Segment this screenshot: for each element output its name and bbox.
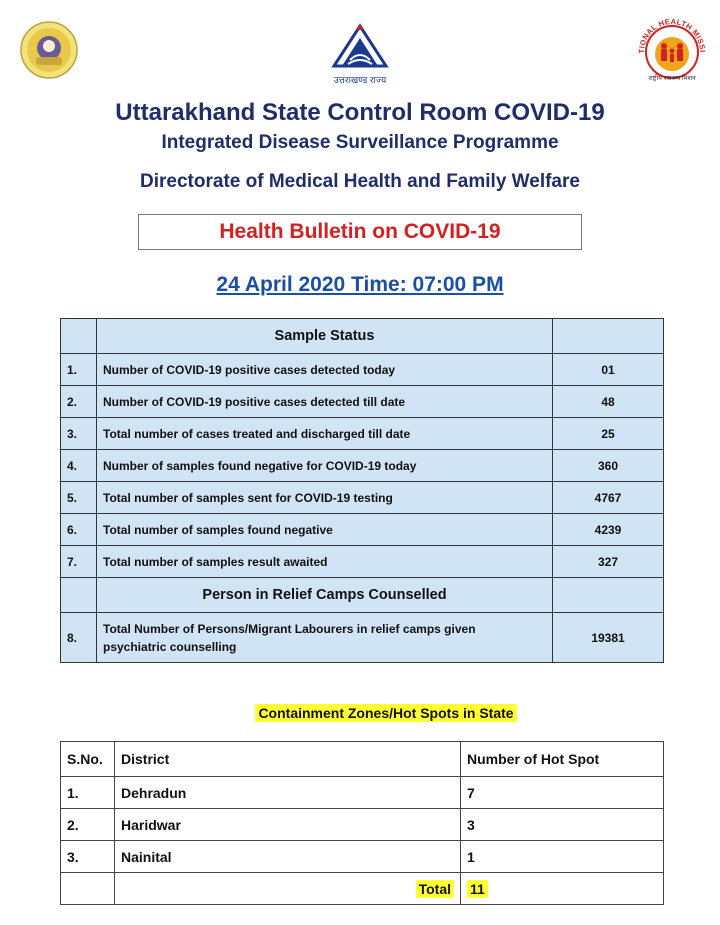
row-value: 327 xyxy=(553,546,664,578)
row-label: Number of COVID-19 positive cases detected today xyxy=(97,354,553,386)
row-number: 3. xyxy=(61,418,97,450)
hotspots-table xyxy=(60,741,664,905)
row-label: Total number of cases treated and discharged till date xyxy=(97,418,553,450)
relief-row-label-line2: psychiatric counselling xyxy=(103,639,237,654)
table-row xyxy=(61,777,664,809)
bulletin-title: Health Bulletin on COVID-19 xyxy=(219,220,501,243)
row-number: 4. xyxy=(61,450,97,482)
national-health-mission-logo xyxy=(634,16,710,86)
table-row xyxy=(61,418,664,450)
bulletin-title-box xyxy=(138,214,582,250)
row-number: 7. xyxy=(61,546,97,578)
row-number: 8. xyxy=(61,613,97,663)
column-header-sno: S.No. xyxy=(61,742,115,777)
table-row xyxy=(61,386,664,418)
row-value: 4767 xyxy=(553,482,664,514)
hotspots-header-row xyxy=(61,742,664,777)
row-number: 1. xyxy=(61,354,97,386)
row-value: 19381 xyxy=(553,613,664,663)
page-subtitle: Integrated Disease Surveillance Programme xyxy=(161,132,559,153)
row-number: 3. xyxy=(61,841,115,873)
sample-status-header: Sample Status xyxy=(97,319,553,354)
table-row xyxy=(61,482,664,514)
row-number: 5. xyxy=(61,482,97,514)
row-number: 2. xyxy=(61,386,97,418)
state-emblem-logo xyxy=(20,21,78,79)
district-name: Haridwar xyxy=(115,809,461,841)
total-label: Total xyxy=(416,880,454,898)
column-header-hotspot-count: Number of Hot Spot xyxy=(461,742,664,777)
page-title: Uttarakhand State Control Room COVID-19 xyxy=(115,99,605,126)
hotspot-count: 3 xyxy=(461,809,664,841)
row-number: 2. xyxy=(61,809,115,841)
hotspots-title-wrapper xyxy=(0,705,720,723)
table-row xyxy=(61,841,664,873)
relief-camps-header: Person in Relief Camps Counselled xyxy=(97,578,553,613)
emblem-caption: उत्तराखण्ड राज्य xyxy=(333,75,387,85)
row-label: Number of samples found negative for COVID-19 today xyxy=(97,450,553,482)
row-value: 4239 xyxy=(553,514,664,546)
nhm-ring-text: TIONAL HEALTH MISSI xyxy=(636,16,708,54)
sample-status-header-row xyxy=(61,319,664,354)
row-label: Number of COVID-19 positive cases detected till date xyxy=(97,386,553,418)
blank-cell xyxy=(61,873,115,905)
hotspot-count: 7 xyxy=(461,777,664,809)
row-number: 1. xyxy=(61,777,115,809)
directorate-title: Directorate of Medical Health and Family Welfare xyxy=(140,171,580,192)
row-value: 48 xyxy=(553,386,664,418)
total-label-cell xyxy=(115,873,461,905)
row-label: Total number of samples result awaited xyxy=(97,546,553,578)
header-blank-cell xyxy=(553,319,664,354)
header-blank-cell xyxy=(61,319,97,354)
column-header-district: District xyxy=(115,742,461,777)
bulletin-date-time: 24 April 2020 Time: 07:00 PM xyxy=(216,273,504,296)
table-row xyxy=(61,809,664,841)
row-label: Total number of samples found negative xyxy=(97,514,553,546)
total-value-cell xyxy=(461,873,664,905)
hotspot-count: 1 xyxy=(461,841,664,873)
hotspots-title: Containment Zones/Hot Spots in State xyxy=(255,704,516,722)
table-row xyxy=(61,450,664,482)
sample-status-table xyxy=(60,318,664,663)
row-value: 360 xyxy=(553,450,664,482)
total-row xyxy=(61,873,664,905)
total-value: 11 xyxy=(467,880,488,898)
district-name: Dehradun xyxy=(115,777,461,809)
table-row xyxy=(61,546,664,578)
header-blank-cell xyxy=(553,578,664,613)
table-row xyxy=(61,613,664,663)
nhm-caption: राष्ट्रीय स्वास्थ्य मिशन xyxy=(648,75,696,82)
table-row xyxy=(61,514,664,546)
district-name: Nainital xyxy=(115,841,461,873)
header-blank-cell xyxy=(61,578,97,613)
row-value: 01 xyxy=(553,354,664,386)
row-label: Total number of samples sent for COVID-19 testing xyxy=(97,482,553,514)
relief-header-row xyxy=(61,578,664,613)
row-number: 6. xyxy=(61,514,97,546)
table-row xyxy=(61,354,664,386)
relief-row-label-line1: Total Number of Persons/Migrant Labourers in relief camps given xyxy=(103,621,476,636)
row-value: 25 xyxy=(553,418,664,450)
uttarakhand-emblem-logo xyxy=(328,20,392,84)
